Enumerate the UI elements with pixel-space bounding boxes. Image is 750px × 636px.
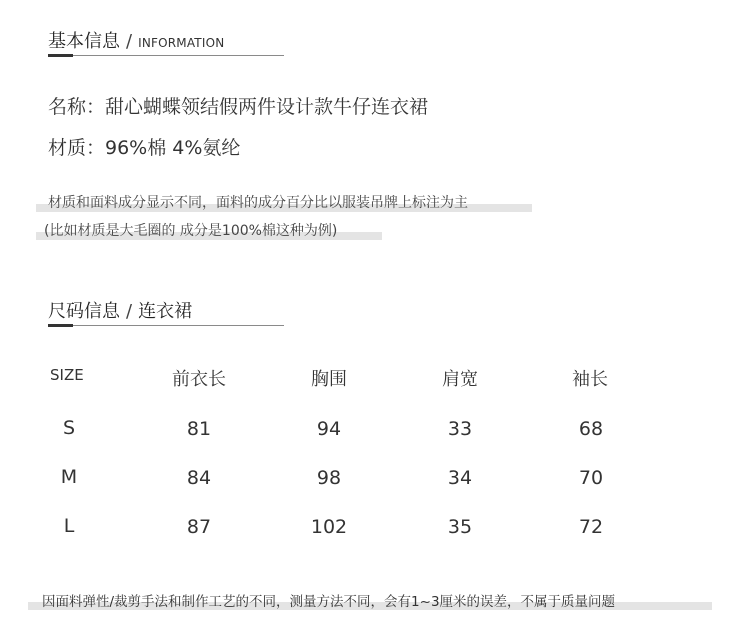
size-info-separator: / <box>126 301 133 322</box>
table-row-m-bust: 98 <box>316 467 342 489</box>
table-row-l-sleeve: 72 <box>578 516 604 538</box>
table-row-l-length: 87 <box>186 516 212 538</box>
size-info-subtitle: 连衣裙 <box>138 301 193 322</box>
material-note-2: (比如材质是大毛圈的 成分是100%棉这种为例) <box>44 223 338 239</box>
table-row-l-bust: 102 <box>310 516 348 538</box>
table-row-m-size: M <box>60 466 78 488</box>
basic-info-title: 基本信息 <box>48 31 120 52</box>
size-info-header <box>48 297 192 323</box>
table-header-length: 前衣长 <box>172 369 226 390</box>
basic-info-header <box>48 27 224 53</box>
table-row-s-shoulder: 33 <box>447 418 473 440</box>
footer-note: 因面料弹性/裁剪手法和制作工艺的不同，测量方法不同，会有1~3厘米的误差，不属于质量问题 <box>42 594 616 610</box>
table-row-s-sleeve: 68 <box>578 418 604 440</box>
product-name: 名称：甜心蝴蝶领结假两件设计款牛仔连衣裙 <box>48 96 429 118</box>
table-row-s-bust: 94 <box>316 418 342 440</box>
table-row-l-size: L <box>63 515 75 537</box>
table-header-size: SIZE <box>50 366 84 384</box>
table-row-m-sleeve: 70 <box>578 467 604 489</box>
basic-info-divider <box>48 55 284 56</box>
material-note-1: 材质和面料成分显示不同，面料的成分百分比以服装吊牌上标注为主 <box>48 195 468 211</box>
size-info-divider-accent <box>48 324 73 327</box>
size-info-title: 尺码信息 <box>48 301 120 322</box>
table-row-s-length: 81 <box>186 418 212 440</box>
table-row-s-size: S <box>62 417 76 439</box>
basic-info-separator: / <box>126 31 133 52</box>
table-row-l-shoulder: 35 <box>447 516 473 538</box>
table-row-m-length: 84 <box>186 467 212 489</box>
size-info-divider <box>48 325 284 326</box>
table-row-m-shoulder: 34 <box>447 467 473 489</box>
basic-info-divider-accent <box>48 54 73 57</box>
table-header-sleeve: 袖长 <box>572 369 608 390</box>
table-header-bust: 胸围 <box>311 369 347 390</box>
table-header-shoulder: 肩宽 <box>442 369 478 390</box>
product-material: 材质：96%棉 4%氨纶 <box>48 137 241 159</box>
basic-info-title-en: INFORMATION <box>138 36 225 50</box>
